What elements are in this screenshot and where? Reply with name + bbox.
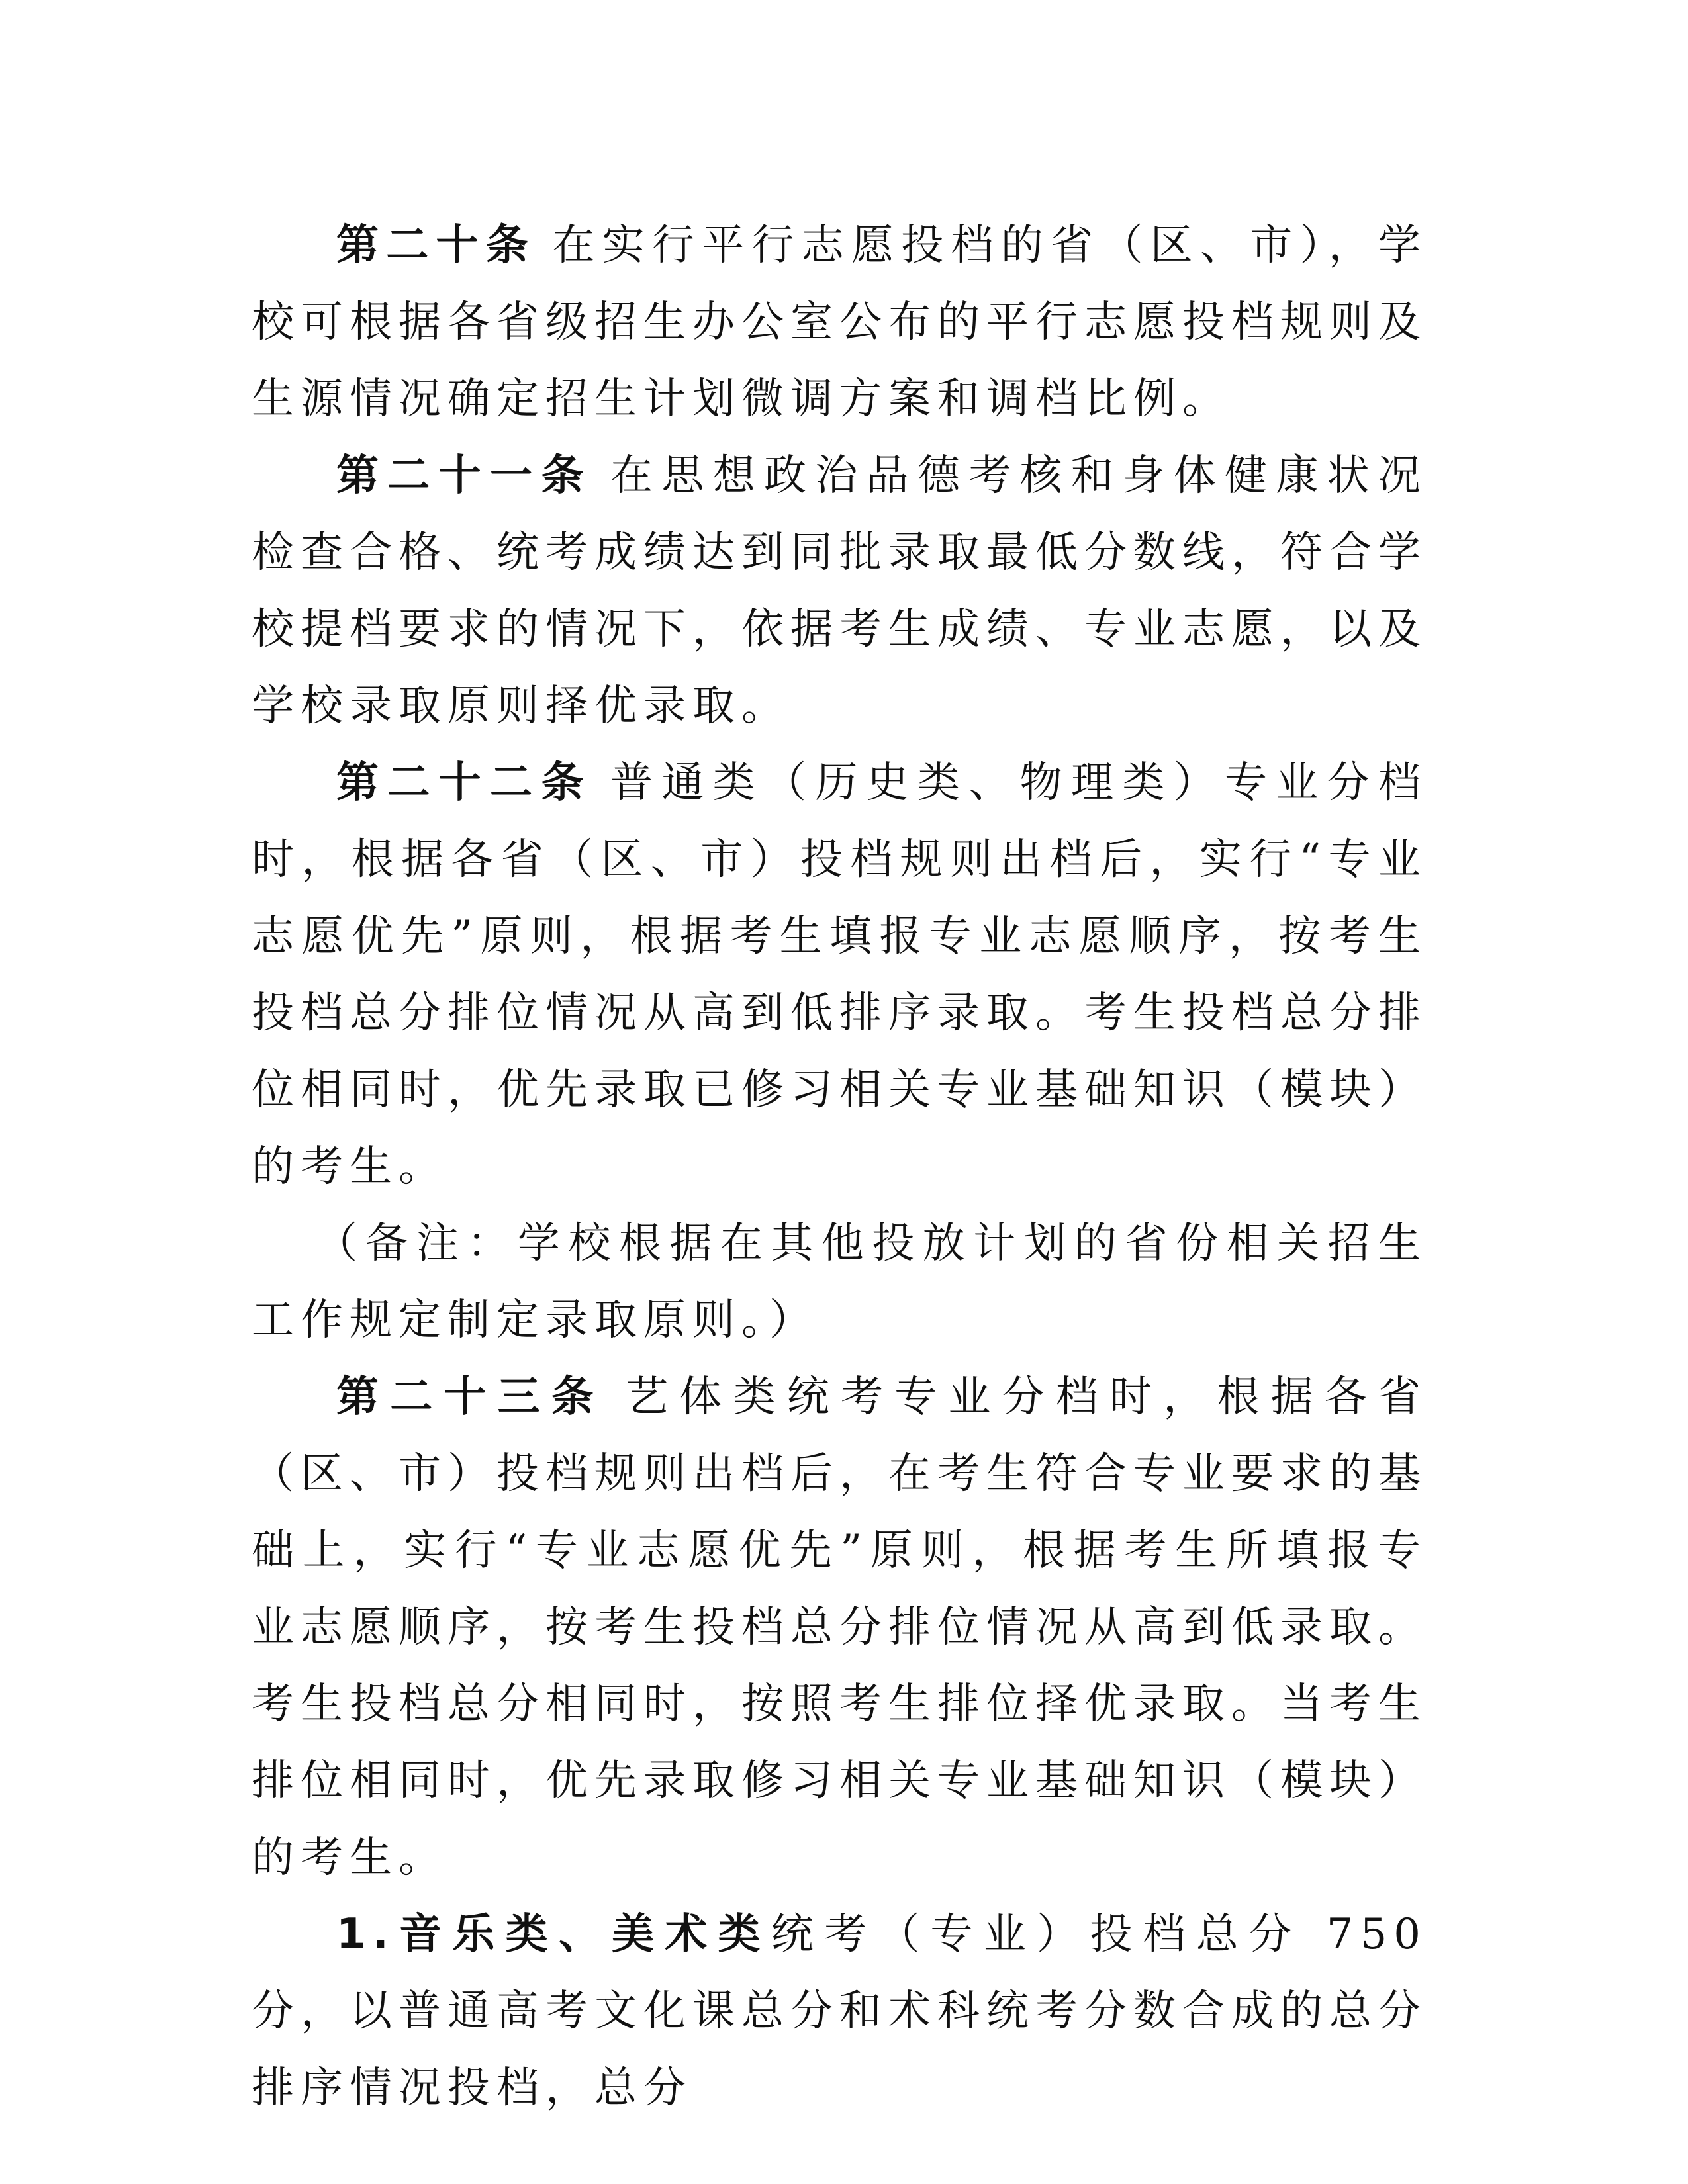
- article-text: 普通类（历史类、物理类）专业分档时，根据各省（区、市）投档规则出档后，实行“专业志愿优先”原则，根据考生填报专业志愿顺序，按考生投档总分排位情况从高到低排序录取。考生投档总分排位相同时，优先录取已修习相关专业基础知识（模块）的考生。: [252, 758, 1428, 1191]
- note-paragraph: [252, 1205, 1427, 1359]
- article-21: [252, 437, 1427, 745]
- article-text: 在思想政治品德考核和身体健康状况检查合格、统考成绩达到同批录取最低分数线，符合学校提档要求的情况下，依据考生成绩、专业志愿，以及学校录取原则择优录取。: [252, 451, 1428, 731]
- article-heading: 第二十二条: [336, 758, 592, 807]
- item-heading: 1.音乐类、美术类: [336, 1910, 771, 1959]
- item-1-music-art: [252, 1896, 1427, 2126]
- article-20: [252, 207, 1427, 437]
- article-23: [252, 1359, 1427, 1896]
- article-22: [252, 745, 1427, 1205]
- note-text: （备注：学校根据在其他投放计划的省份相关招生工作规定制定录取原则。）: [252, 1219, 1427, 1345]
- document-page: [252, 207, 1427, 2126]
- article-heading: 第二十条: [336, 221, 536, 270]
- article-heading: 第二十三条: [336, 1373, 605, 1422]
- item-text: 统考（专业）投档总分 750 分，以普通高考文化课总分和术科统考分数合成的总分排序情况投档，总分: [252, 1910, 1428, 2113]
- article-text: 艺体类统考专业分档时，根据各省（区、市）投档规则出档后，在考生符合专业要求的基础上，实行“专业志愿优先”原则，根据考生所填报专业志愿顺序，按考生投档总分排位情况从高到低录取。考生投档总分相同时，按照考生排位择优录取。当考生排位相同时，优先录取修习相关专业基础知识（模块）的考生。: [252, 1373, 1427, 1882]
- article-text: 在实行平行志愿投档的省（区、市），学校可根据各省级招生办公室公布的平行志愿投档规则及生源情况确定招生计划微调方案和调档比例。: [252, 221, 1428, 424]
- article-heading: 第二十一条: [336, 451, 592, 500]
